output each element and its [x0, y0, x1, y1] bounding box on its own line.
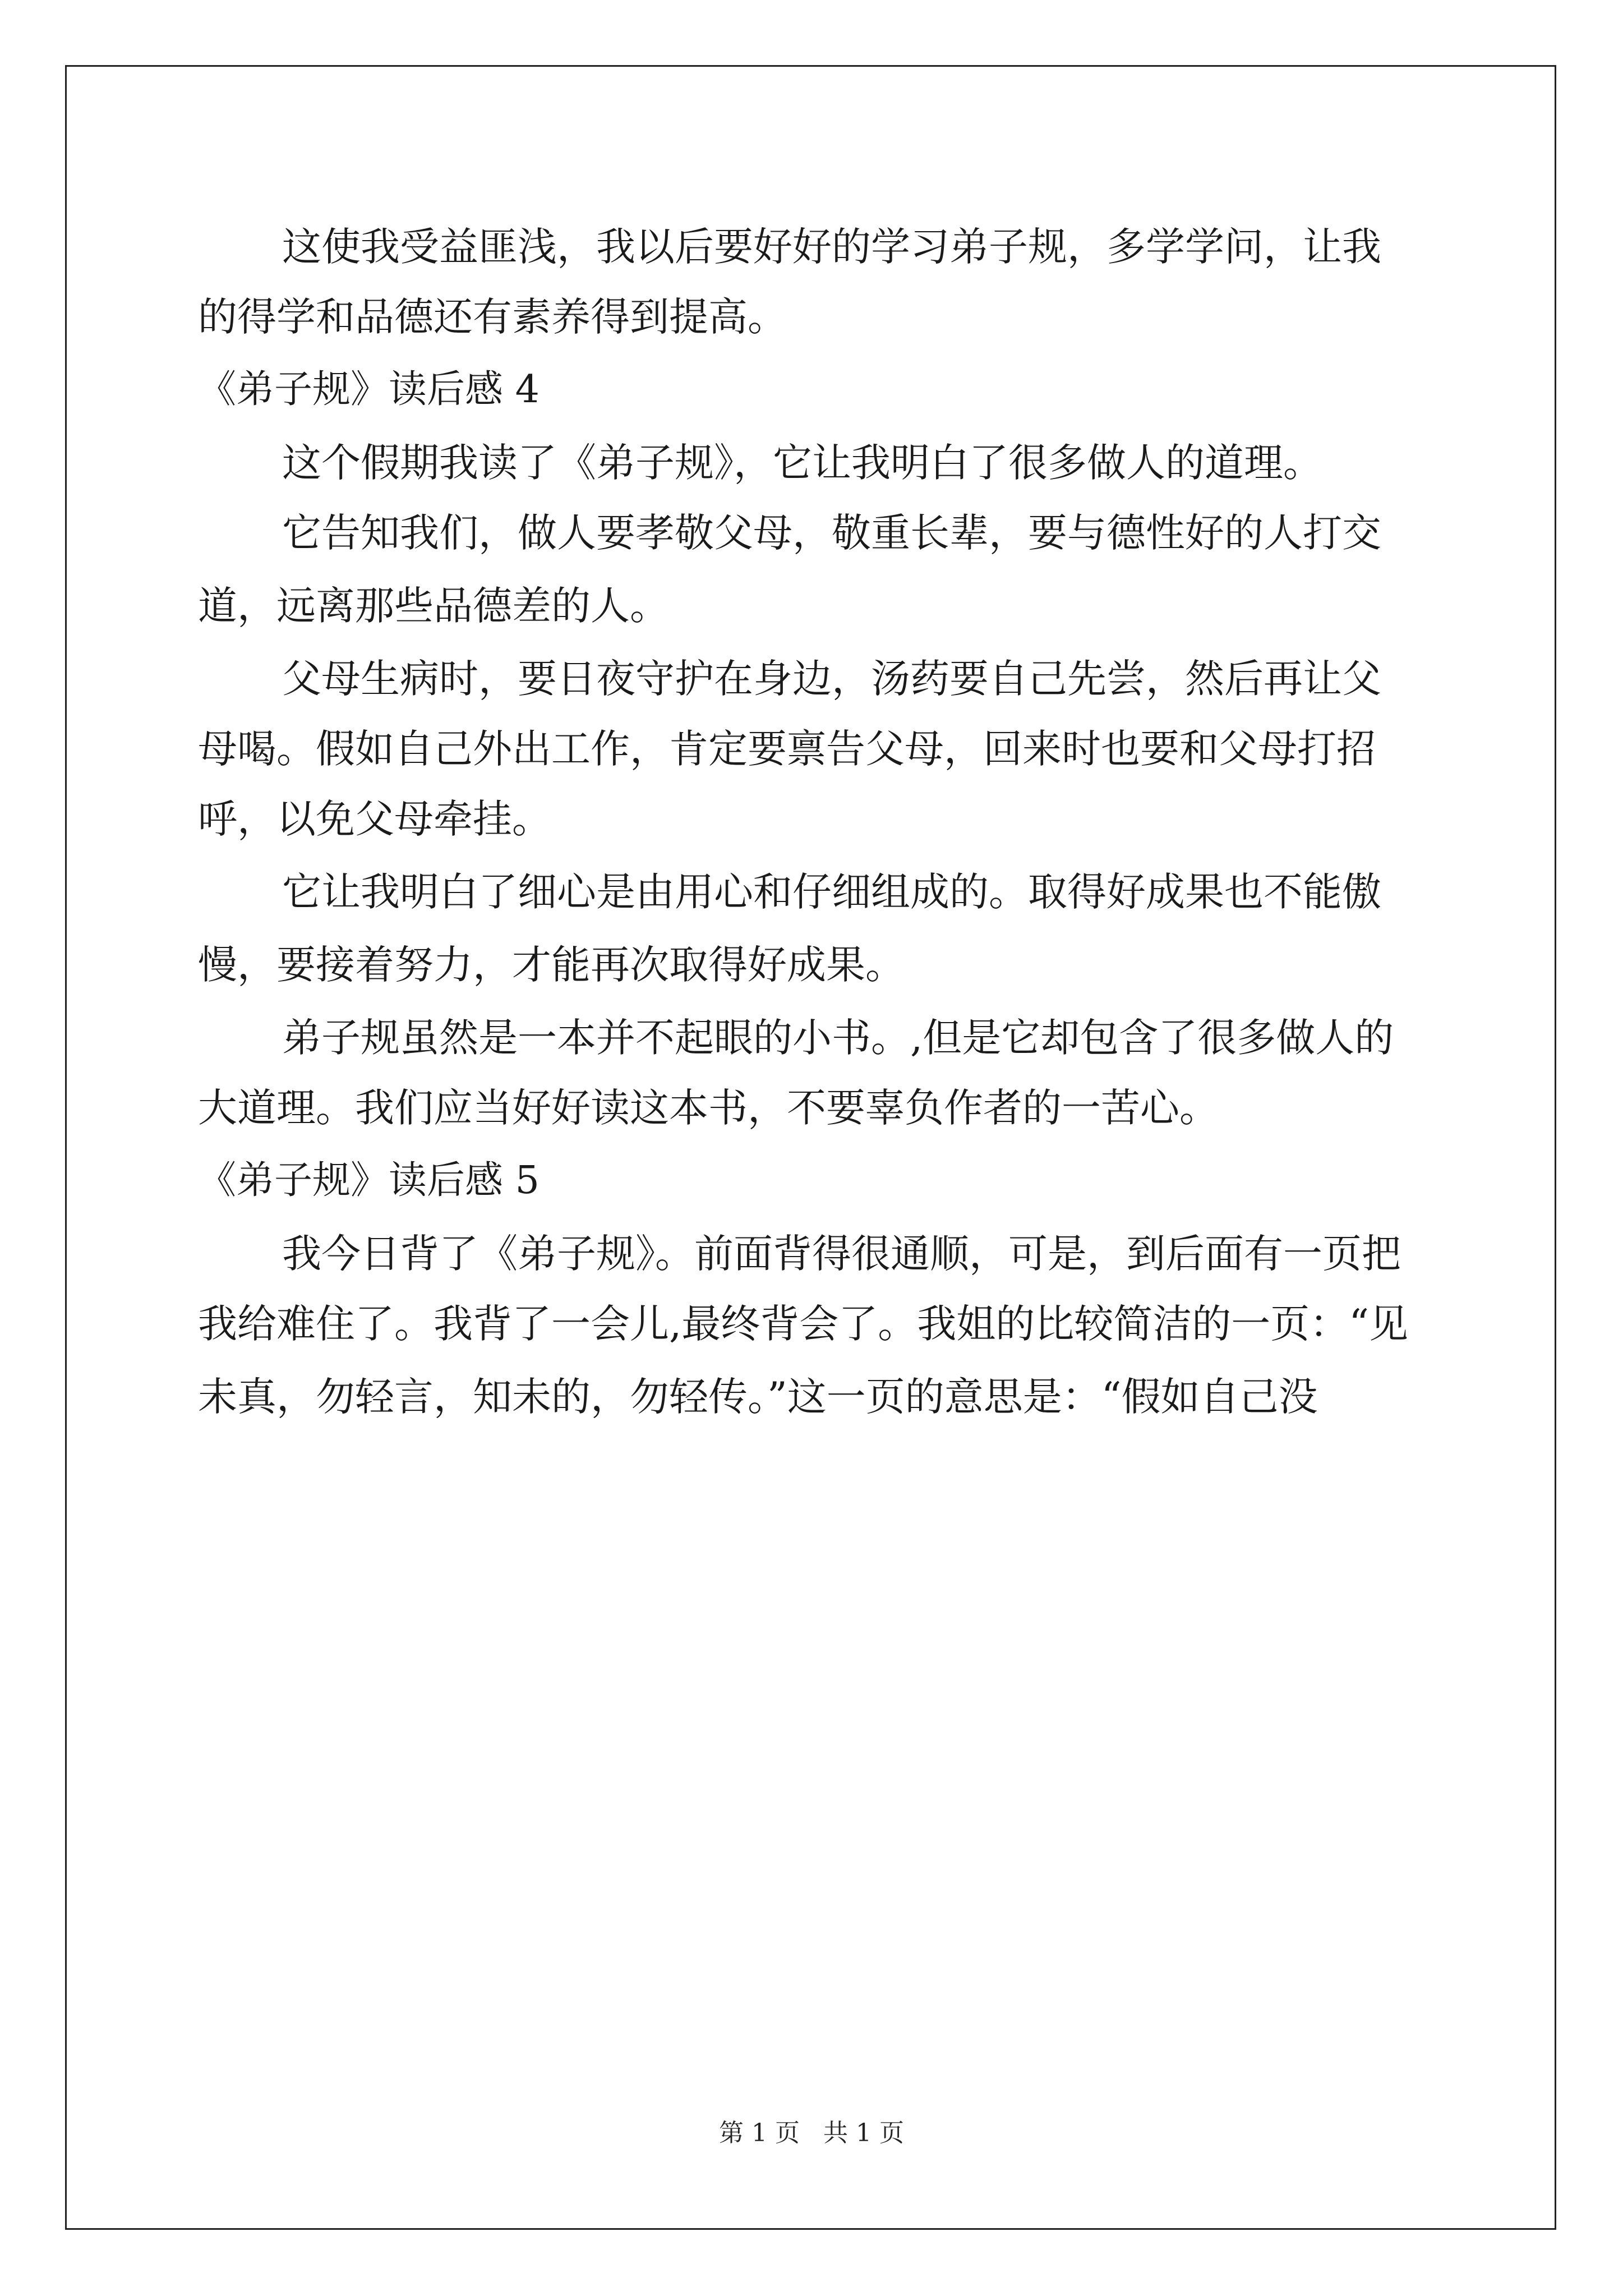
paragraph-line: 我给难住了。我背了一会儿,最终背会了。我姐的比较简洁的一页：“见 [198, 1301, 1409, 1347]
section-heading: 《弟子规》读后感 5 [198, 1158, 540, 1203]
paragraph-line: 父母生病时，要日夜守护在身边，汤药要自己先尝，然后再让父 [282, 656, 1381, 702]
paragraph-line: 大道理。我们应当好好读这本书，不要辜负作者的一苦心。 [198, 1085, 1219, 1131]
page-total: 共 1 页 [823, 2119, 904, 2147]
page-footer [0, 2118, 1623, 2149]
page-number: 第 1 页 [719, 2119, 800, 2147]
paragraph-line: 呼，以免父母牵挂。 [198, 796, 551, 842]
paragraph-line: 母喝。假如自己外出工作，肯定要禀告父母，回来时也要和父母打招 [198, 726, 1376, 772]
section-heading: 《弟子规》读后感 4 [198, 367, 540, 412]
paragraph-line: 慢，要接着努力，才能再次取得好成果。 [198, 942, 905, 988]
paragraph-line: 道，远离那些品德差的人。 [198, 583, 669, 629]
paragraph-line: 它让我明白了细心是由用心和仔细组成的。取得好成果也不能傲 [282, 869, 1381, 915]
paragraph-line: 未真，勿轻言，知未的，勿轻传。”这一页的意思是：“假如自己没 [198, 1374, 1318, 1420]
paragraph-line: 的得学和品德还有素养得到提高。 [198, 294, 787, 340]
paragraph-line: 我今日背了《弟子规》。前面背得很通顺，可是，到后面有一页把 [282, 1231, 1401, 1277]
paragraph-line: 它告知我们，做人要孝敬父母，敬重长辈，要与德性好的人打交 [282, 510, 1381, 556]
paragraph-line: 这个假期我读了《弟子规》，它让我明白了很多做人的道理。 [282, 440, 1322, 486]
paragraph-line: 这使我受益匪浅，我以后要好好的学习弟子规，多学学问，让我 [282, 224, 1381, 270]
paragraph-line: 弟子规虽然是一本并不起眼的小书。,但是它却包含了很多做人的 [282, 1015, 1394, 1061]
